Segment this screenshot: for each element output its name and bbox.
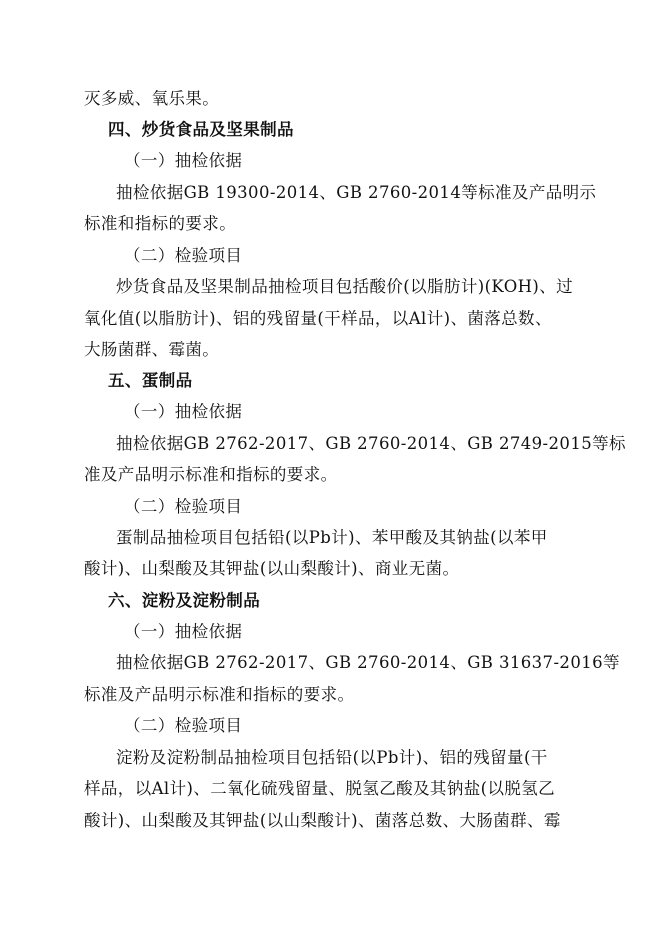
paragraph-line: 氧化值(以脂肪计)、铝的残留量(干样品，以Al计)、菌落总数、 xyxy=(84,309,552,328)
paragraph-line: 抽检依据GB 2762-2017、GB 2760-2014、GB 31637-2016等 xyxy=(116,653,620,672)
paragraph-line: 蛋制品抽检项目包括铅(以Pb计)、苯甲酸及其钠盐(以苯甲 xyxy=(116,528,548,547)
section-heading: 五、蛋制品 xyxy=(108,371,193,390)
subsection-heading: （一）抽检依据 xyxy=(124,151,243,170)
paragraph-line: 标准及产品明示标准和指标的要求。 xyxy=(84,685,355,704)
subsection-heading: （一）抽检依据 xyxy=(124,622,243,641)
paragraph-line: 大肠菌群、霉菌。 xyxy=(84,340,220,359)
paragraph-line: 酸计)、山梨酸及其钾盐(以山梨酸计)、菌落总数、大肠菌群、霉 xyxy=(84,811,561,830)
text-line: 灭多威、氧乐果。 xyxy=(84,89,220,108)
paragraph-line: 标准和指标的要求。 xyxy=(84,214,237,233)
paragraph-line: 炒货食品及坚果制品抽检项目包括酸价(以脂肪计)(KOH)、过 xyxy=(116,277,574,296)
paragraph-line: 淀粉及淀粉制品抽检项目包括铅(以Pb计)、铝的残留量(干 xyxy=(116,748,548,767)
paragraph-line: 准及产品明示标准和指标的要求。 xyxy=(84,465,338,484)
paragraph-line: 抽检依据GB 19300-2014、GB 2760-2014等标准及产品明示 xyxy=(116,183,597,202)
paragraph-line: 抽检依据GB 2762-2017、GB 2760-2014、GB 2749-2015等标 xyxy=(116,434,626,453)
subsection-heading: （二）检验项目 xyxy=(124,246,243,265)
subsection-heading: （二）检验项目 xyxy=(124,716,243,735)
section-heading: 四、炒货食品及坚果制品 xyxy=(108,120,294,139)
subsection-heading: （一）抽检依据 xyxy=(124,402,243,421)
section-heading: 六、淀粉及淀粉制品 xyxy=(108,591,261,610)
paragraph-line: 样品，以Al计)、二氧化硫残留量、脱氢乙酸及其钠盐(以脱氢乙 xyxy=(84,779,556,798)
subsection-heading: （二）检验项目 xyxy=(124,497,243,516)
paragraph-line: 酸计)、山梨酸及其钾盐(以山梨酸计)、商业无菌。 xyxy=(84,559,460,578)
